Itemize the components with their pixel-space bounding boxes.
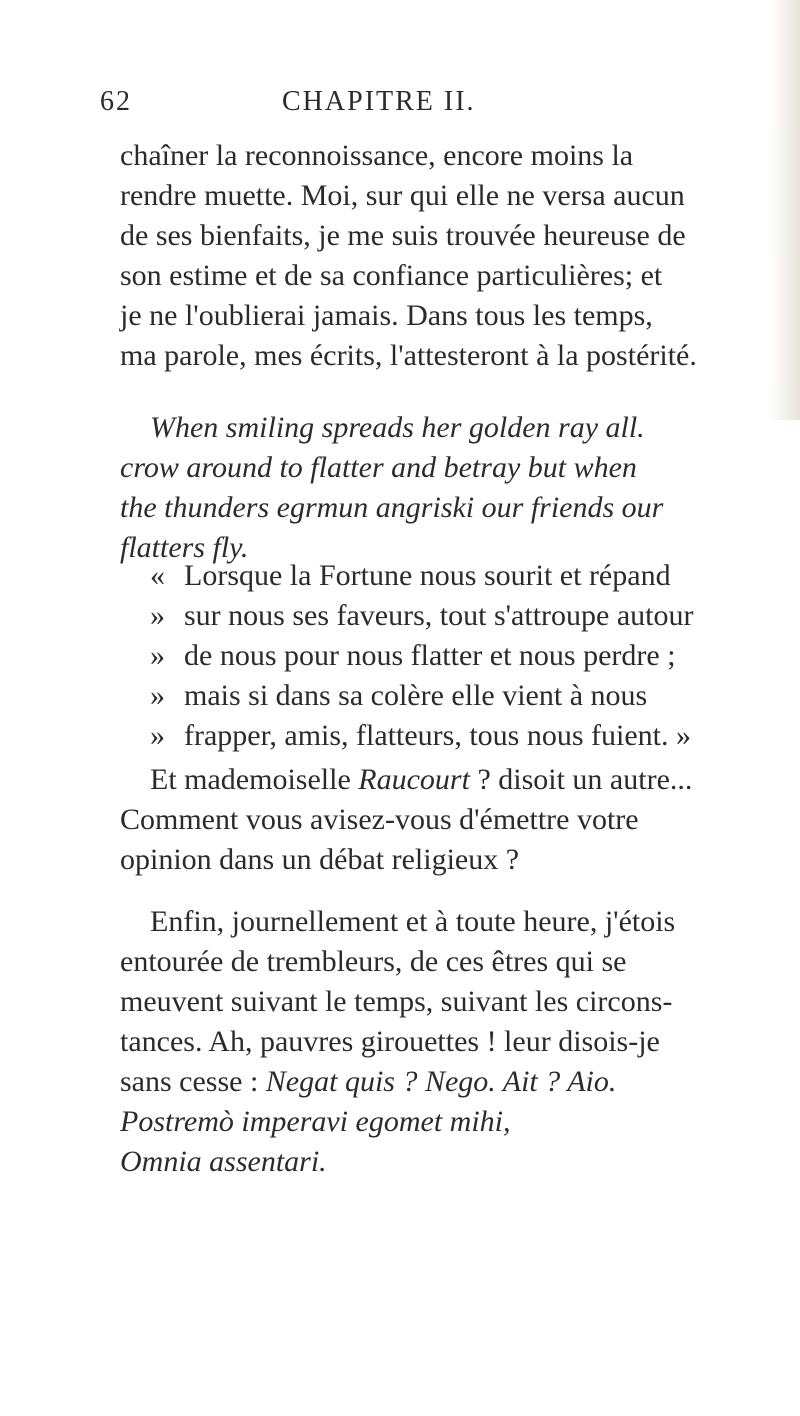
page-number: 62 [100, 86, 132, 117]
text-line: je ne l'oublierai jamais. Dans tous les temps, [120, 299, 653, 332]
text-line: ma parole, mes écrits, l'attesteront à la postérité. [120, 339, 697, 372]
guillemet: » [150, 639, 165, 672]
text-line: son estime et de sa confiance particulières; et [120, 259, 663, 292]
page-edge-shadow [770, 0, 800, 420]
quote-line: crow around to flatter and betray but when [120, 451, 637, 484]
guillemet: « [150, 559, 165, 592]
translation-text: Lorsque la Fortune nous sourit et répand [184, 559, 671, 592]
translation-text: de nous pour nous flatter et nous perdre ; [184, 639, 676, 672]
latin-quote: Negat quis ? Nego. Ait ? Aio. [265, 1065, 617, 1098]
latin-line: Postremò imperavi egomet mihi, [120, 1105, 511, 1138]
paragraph-opening [120, 136, 700, 376]
text-run: sans cesse : [120, 1065, 266, 1098]
text-line [120, 760, 700, 800]
translation-line [120, 556, 700, 596]
paragraph-girouettes [120, 902, 700, 1182]
name-raucourt: Raucourt [358, 763, 470, 796]
translation-text: sur nous ses faveurs, tout s'attroupe autour [184, 599, 694, 632]
text-line: Enfin, journellement et à toute heure, j'étois [150, 905, 676, 938]
translation-line [120, 596, 700, 636]
guillemet: » [150, 719, 165, 752]
french-translation [120, 556, 700, 756]
translation-line [120, 716, 700, 756]
paragraph-raucourt [120, 760, 700, 880]
text-line: tances. Ah, pauvres girouettes ! leur disois-je [120, 1025, 660, 1058]
text-line: opinion dans un débat religieux ? [120, 843, 520, 876]
english-quote [120, 408, 700, 568]
text-run: Et mademoiselle [150, 763, 359, 796]
guillemet: » [150, 679, 165, 712]
quote-line: When smiling spreads her golden ray all. [150, 411, 645, 444]
latin-line: Omnia assentari. [120, 1145, 327, 1178]
running-header [100, 86, 700, 120]
text-run: ? disoit un autre... [469, 763, 693, 796]
text-line [120, 1062, 700, 1102]
translation-line [120, 636, 700, 676]
text-line: de ses bienfaits, je me suis trouvée heureuse de [120, 219, 686, 252]
quote-line: the thunders egrmun angriski our friends our [120, 491, 664, 524]
guillemet: » [150, 599, 165, 632]
quote-line: flatters fly. [120, 531, 249, 564]
translation-text: mais si dans sa colère elle vient à nous [184, 679, 648, 712]
chapter-title: CHAPITRE II. [282, 86, 476, 117]
text-line: chaîner la reconnoissance, encore moins la [120, 139, 634, 172]
text-line: entourée de trembleurs, de ces êtres qui se [120, 945, 627, 978]
translation-text: frapper, amis, flatteurs, tous nous fuient. » [184, 719, 692, 752]
text-line: Comment vous avisez-vous d'émettre votre [120, 803, 639, 836]
text-line: rendre muette. Moi, sur qui elle ne versa aucun [120, 179, 685, 212]
translation-line [120, 676, 700, 716]
text-line: meuvent suivant le temps, suivant les circons- [120, 985, 673, 1018]
